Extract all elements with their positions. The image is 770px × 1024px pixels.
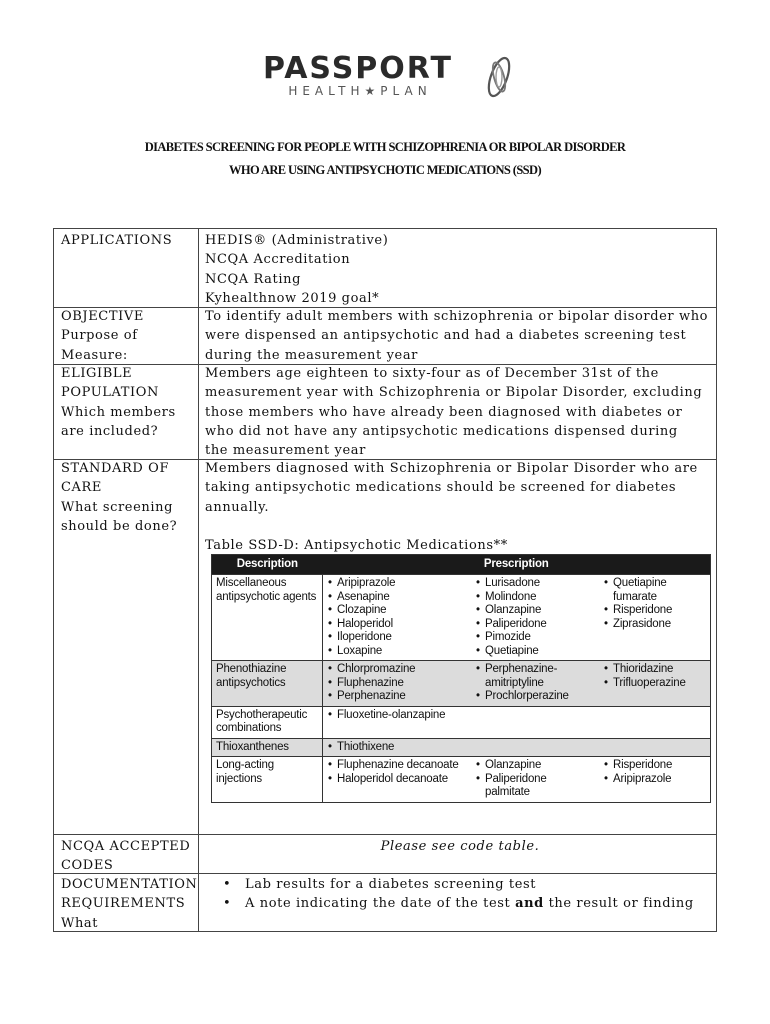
med-item: • Loxapine [327, 645, 467, 659]
list-item [199, 894, 709, 913]
med-desc-text: Psychotherapeutic combinations [216, 708, 308, 734]
table-row [212, 757, 711, 803]
table-row [212, 706, 711, 738]
med-item: • Aripiprazole [327, 577, 467, 591]
standard-content [205, 459, 715, 555]
med-item: • Olanzapine [475, 759, 595, 773]
med-item: • Asenapine [327, 591, 467, 605]
med-item: • Thioridazine [603, 663, 706, 677]
med-cell [599, 661, 711, 707]
med-item: • Chlorpromazine [327, 663, 467, 677]
med-item: • Aripiprazole [603, 773, 706, 787]
med-item: • Risperidone [603, 759, 706, 773]
med-item: • Risperidone [603, 604, 706, 618]
med-cell [471, 661, 599, 707]
med-cell [599, 757, 711, 803]
med-table-caption: Table SSD-D: Antipsychotic Medications** [205, 537, 508, 553]
med-row-description [212, 661, 323, 707]
med-item: • Trifluoperazine [603, 677, 706, 691]
table-row [212, 661, 711, 707]
med-item: • Perphenazine-amitriptyline [475, 663, 585, 690]
standard-label [61, 459, 196, 536]
eligible-line: those members who have already been diagnosed with diabetes or [205, 404, 683, 420]
documentation-bullet-emphasis: and [515, 896, 544, 912]
med-cell [323, 575, 472, 661]
med-cell [599, 575, 711, 661]
eligible-line: the measurement year [205, 443, 366, 459]
document-title-line2: WHO ARE USING ANTIPSYCHOTIC MEDICATIONS (SSD) [228, 163, 542, 177]
med-row-description [212, 706, 323, 738]
logo-swirl-icon [482, 54, 516, 100]
med-item: • Olanzapine [475, 604, 595, 618]
standard-label-line: What screening [61, 499, 174, 515]
med-item: • Paliperidone palmitate [475, 773, 565, 800]
objective-content [205, 307, 715, 365]
eligible-label-line: ELIGIBLE [61, 366, 133, 381]
eligible-line: who did not have any antipsychotic medications dispensed during [205, 423, 678, 439]
column-divider [198, 229, 199, 931]
logo-tagline: HEALTH★PLAN [288, 84, 432, 98]
med-item: • Fluphenazine decanoate [327, 759, 467, 773]
documentation-bullet-text: the result or finding [548, 896, 694, 912]
med-item: • Fluoxetine-olanzapine [327, 709, 706, 723]
codes-label-line: CODES [61, 858, 114, 874]
med-item: • Molindone [475, 591, 595, 605]
logo-wordmark: PASSPORT [262, 51, 454, 86]
document-title-line1: DIABETES SCREENING FOR PEOPLE WITH SCHIZOPHRENIA OR BIPOLAR DISORDER [144, 140, 626, 154]
standard-line: taking antipsychotic medications should be screened for diabetes [205, 480, 677, 496]
objective-label-line: Measure: [61, 347, 128, 363]
med-cell [323, 738, 711, 757]
objective-line: To identify adult members with schizophrenia or bipolar disorder who [205, 309, 709, 324]
med-header-prescription: Prescription [323, 555, 711, 575]
med-header-description: Description [212, 555, 323, 575]
standard-label-line: STANDARD OF [61, 461, 170, 476]
eligible-label-line: POPULATION [61, 385, 160, 401]
med-item: • Lurisadone [475, 577, 595, 591]
applications-line: NCQA Accreditation [205, 252, 351, 268]
med-cell [471, 757, 599, 803]
documentation-bullet-text: A note indicating the date of the test [245, 896, 511, 912]
spacer [205, 517, 715, 536]
documentation-list [199, 875, 709, 914]
codes-content: Please see code table. [380, 839, 540, 854]
standard-label-line: should be done? [61, 518, 178, 534]
eligible-line: Members age eighteen to sixty-four as of December 31st of the [205, 366, 659, 381]
med-item: • Pimozide [475, 631, 595, 645]
table-row [212, 575, 711, 661]
eligible-label-line: Which members [61, 404, 176, 420]
codes-label-line: NCQA ACCEPTED [61, 839, 191, 854]
med-item: • Prochlorperazine [475, 690, 595, 704]
standard-label-line: CARE [61, 480, 103, 496]
med-item: • Haloperidol [327, 618, 467, 632]
med-item: • Quetiapine [475, 645, 595, 659]
applications-line: Kyhealthnow 2019 goal* [205, 290, 380, 306]
med-row-description [212, 757, 323, 803]
med-desc-text: Miscellaneous antipsychotic agents [216, 577, 317, 603]
standard-line: Members diagnosed with Schizophrenia or Bipolar Disorder who are [205, 461, 698, 476]
med-desc-text: Long-acting injections [216, 759, 274, 785]
med-item: • Quetiapine fumarate [603, 577, 683, 604]
med-row-description [212, 738, 323, 757]
med-cell [323, 661, 472, 707]
objective-label-line: Purpose of [61, 328, 138, 344]
applications-label: APPLICATIONS [61, 233, 173, 248]
med-row-description [212, 575, 323, 661]
med-item: • Clozapine [327, 604, 467, 618]
codes-label [61, 837, 196, 876]
med-item: • Ziprasidone [603, 618, 706, 632]
med-item: • Paliperidone [475, 618, 595, 632]
eligible-label-line: are included? [61, 423, 159, 439]
med-item: • Thiothixene [327, 741, 706, 755]
med-item: • Iloperidone [327, 631, 467, 645]
eligible-line: measurement year with Schizophrenia or Bipolar Disorder, excluding [205, 385, 703, 401]
med-cell [323, 757, 472, 803]
passport-health-plan-logo [238, 52, 538, 102]
row-divider [54, 834, 716, 835]
eligible-content [205, 364, 715, 460]
eligible-label [61, 364, 196, 441]
documentation-content [199, 875, 709, 914]
documentation-label-line: What [61, 915, 99, 931]
applications-line: HEDIS® (Administrative) [205, 233, 389, 248]
med-item: • Perphenazine [327, 690, 467, 704]
antipsychotic-medications-table [211, 554, 711, 803]
med-item: • Fluphenazine [327, 677, 467, 691]
objective-label [61, 307, 196, 365]
applications-content [205, 231, 715, 308]
standard-line: annually. [205, 499, 270, 515]
list-item [199, 875, 709, 894]
objective-line: were dispensed an antipsychotic and had a diabetes screening test [205, 328, 687, 344]
med-desc-text: Thioxanthenes [216, 740, 289, 753]
documentation-bullet-text: Lab results for a diabetes screening test [245, 877, 537, 892]
med-desc-text: Phenothiazine antipsychotics [216, 663, 287, 689]
documentation-label-line: REQUIREMENTS [61, 896, 186, 912]
documentation-label [61, 875, 196, 933]
measure-table [53, 228, 717, 932]
table-row [212, 738, 711, 757]
med-cell [323, 706, 711, 738]
applications-line: NCQA Rating [205, 271, 302, 287]
objective-label-line: OBJECTIVE [61, 309, 144, 324]
documentation-label-line: DOCUMENTATION [61, 877, 198, 892]
objective-line: during the measurement year [205, 347, 418, 363]
med-item: • Haloperidol decanoate [327, 773, 467, 787]
med-cell [471, 575, 599, 661]
